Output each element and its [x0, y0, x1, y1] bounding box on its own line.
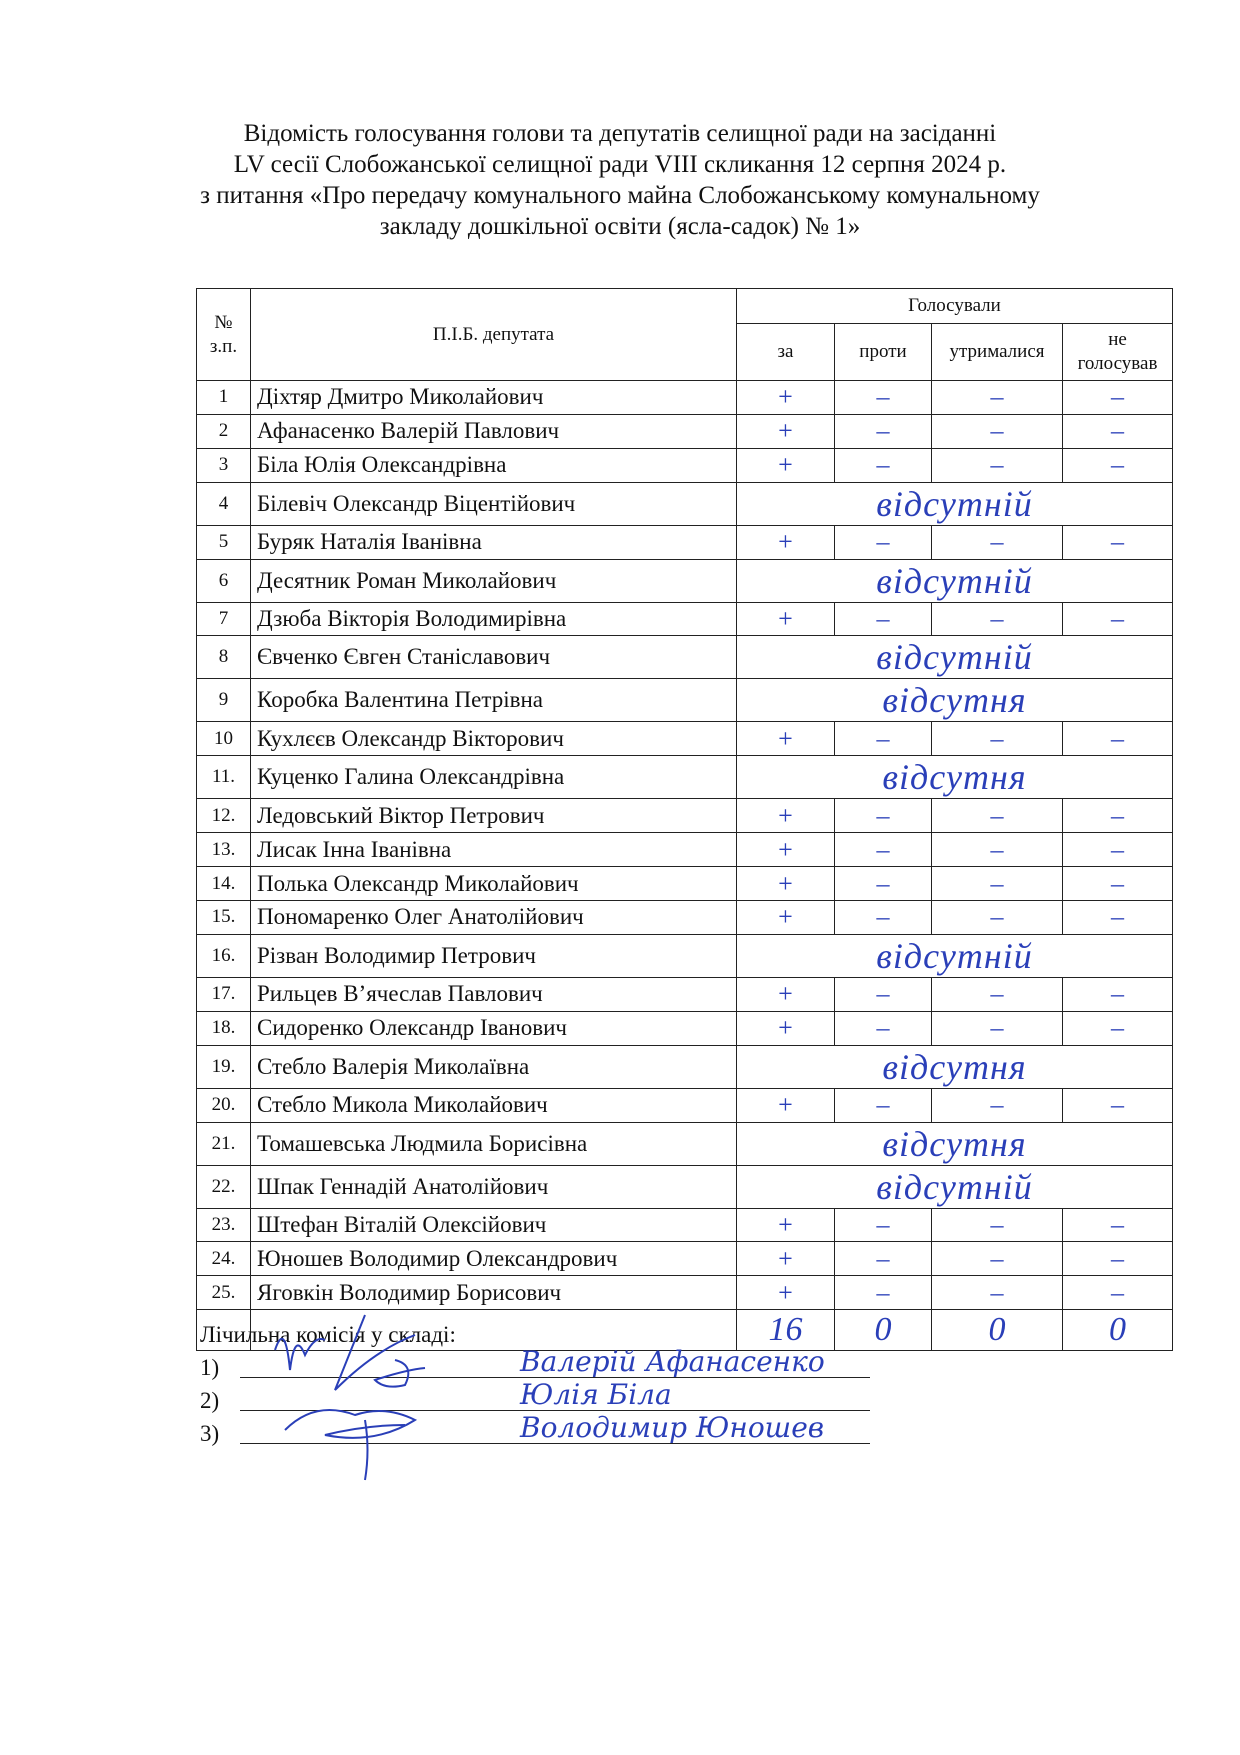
- vote-against: –: [835, 799, 932, 833]
- row-number: 1: [197, 381, 251, 415]
- deputy-name: Яговкін Володимир Борисович: [251, 1276, 737, 1310]
- signature-2: [375, 1360, 425, 1387]
- vote-for: +: [737, 602, 835, 636]
- vote-for: +: [737, 1242, 835, 1276]
- table-row: [197, 1208, 1173, 1242]
- header-not-voted: не голосував: [1063, 324, 1173, 381]
- table-row: [197, 901, 1173, 935]
- row-number: 21.: [197, 1122, 251, 1165]
- row-number: 11.: [197, 756, 251, 799]
- signature-3: [285, 1410, 415, 1438]
- row-number: 20.: [197, 1088, 251, 1122]
- vote-for: +: [737, 1208, 835, 1242]
- header-name: П.І.Б. депутата: [251, 289, 737, 381]
- row-number: 10: [197, 722, 251, 756]
- table-row: [197, 559, 1173, 602]
- vote-for: +: [737, 901, 835, 935]
- deputy-name: Сидоренко Олександр Іванович: [251, 1011, 737, 1045]
- row-number: 23.: [197, 1208, 251, 1242]
- vote-not-voted: –: [1063, 1276, 1173, 1310]
- table-row: [197, 1242, 1173, 1276]
- vote-abstained: –: [932, 381, 1063, 415]
- vote-abstained: –: [932, 1011, 1063, 1045]
- deputy-name: Шпак Геннадій Анатолійович: [251, 1165, 737, 1208]
- deputy-name: Стебло Валерія Миколаївна: [251, 1045, 737, 1088]
- row-number: 19.: [197, 1045, 251, 1088]
- vote-abstained: –: [932, 722, 1063, 756]
- title-line-4: закладу дошкільної освіти (ясла-садок) № 1»: [379, 213, 861, 240]
- vote-against: –: [835, 602, 932, 636]
- row-number: 17.: [197, 977, 251, 1011]
- member-name: Володимир Юношев: [520, 1411, 825, 1444]
- total-abstained: 0: [932, 1310, 1063, 1351]
- vote-abstained: –: [932, 977, 1063, 1011]
- vote-not-voted: –: [1063, 1208, 1173, 1242]
- vote-for: +: [737, 525, 835, 559]
- vote-against: –: [835, 448, 932, 482]
- vote-for: +: [737, 722, 835, 756]
- signature-1-stroke: [335, 1315, 415, 1390]
- vote-abstained: –: [932, 1208, 1063, 1242]
- member-num: 3): [200, 1421, 220, 1446]
- row-number: 9: [197, 679, 251, 722]
- header-num: № з.п.: [197, 289, 251, 381]
- vote-not-voted: –: [1063, 414, 1173, 448]
- table-row: [197, 722, 1173, 756]
- table-row: [197, 636, 1173, 679]
- signature-1: [275, 1339, 325, 1370]
- vote-against: –: [835, 901, 932, 935]
- absent-note: відсутня: [737, 1122, 1173, 1165]
- row-number: 8: [197, 636, 251, 679]
- handwritten-signatures: [255, 1310, 495, 1490]
- deputy-name: Юношев Володимир Олександрович: [251, 1242, 737, 1276]
- deputy-name: Стебло Микола Миколайович: [251, 1088, 737, 1122]
- deputy-name: Томашевська Людмила Борисівна: [251, 1122, 737, 1165]
- vote-not-voted: –: [1063, 722, 1173, 756]
- deputy-name: Різван Володимир Петрович: [251, 934, 737, 977]
- vote-abstained: –: [932, 602, 1063, 636]
- deputy-name: Дзюба Вікторія Володимирівна: [251, 602, 737, 636]
- vote-against: –: [835, 833, 932, 867]
- vote-not-voted: –: [1063, 833, 1173, 867]
- deputy-name: Афанасенко Валерій Павлович: [251, 414, 737, 448]
- absent-note: відсутня: [737, 756, 1173, 799]
- document-title: [120, 118, 1120, 242]
- row-number: 7: [197, 602, 251, 636]
- header-voted: Голосували: [737, 289, 1173, 324]
- header-against: проти: [835, 324, 932, 381]
- total-against: 0: [835, 1310, 932, 1351]
- table-row: [197, 934, 1173, 977]
- vote-against: –: [835, 525, 932, 559]
- table-row: [197, 1165, 1173, 1208]
- absent-note: відсутня: [737, 679, 1173, 722]
- vote-against: –: [835, 381, 932, 415]
- voting-table: [196, 288, 1173, 1351]
- row-number: 16.: [197, 934, 251, 977]
- row-number: 15.: [197, 901, 251, 935]
- table-row: [197, 799, 1173, 833]
- deputy-name: Кухлєєв Олександр Вікторович: [251, 722, 737, 756]
- table-row: [197, 525, 1173, 559]
- deputy-name: Лисак Інна Іванівна: [251, 833, 737, 867]
- vote-abstained: –: [932, 1276, 1063, 1310]
- table-row: [197, 1122, 1173, 1165]
- absent-note: відсутній: [737, 636, 1173, 679]
- vote-abstained: –: [932, 448, 1063, 482]
- table-row: [197, 414, 1173, 448]
- table-row: [197, 977, 1173, 1011]
- vote-against: –: [835, 1011, 932, 1045]
- vote-not-voted: –: [1063, 1242, 1173, 1276]
- vote-for: +: [737, 977, 835, 1011]
- absent-note: відсутній: [737, 482, 1173, 525]
- table-row: [197, 833, 1173, 867]
- vote-not-voted: –: [1063, 448, 1173, 482]
- vote-abstained: –: [932, 414, 1063, 448]
- table-row: [197, 867, 1173, 901]
- table-row: [197, 381, 1173, 415]
- absent-note: відсутній: [737, 559, 1173, 602]
- deputy-name: Ледовський Віктор Петрович: [251, 799, 737, 833]
- vote-abstained: –: [932, 833, 1063, 867]
- deputy-name: Буряк Наталія Іванівна: [251, 525, 737, 559]
- table-row: [197, 1276, 1173, 1310]
- vote-abstained: –: [932, 1242, 1063, 1276]
- vote-not-voted: –: [1063, 1088, 1173, 1122]
- row-number: 22.: [197, 1165, 251, 1208]
- deputy-name: Біла Юлія Олександрівна: [251, 448, 737, 482]
- vote-for: +: [737, 1011, 835, 1045]
- commission-label: Лічильна комісія у складі:: [200, 1322, 456, 1347]
- deputy-name: Полька Олександр Миколайович: [251, 867, 737, 901]
- vote-against: –: [835, 1276, 932, 1310]
- vote-for: +: [737, 799, 835, 833]
- total-for: 16: [737, 1310, 835, 1351]
- vote-for: +: [737, 448, 835, 482]
- vote-against: –: [835, 867, 932, 901]
- vote-not-voted: –: [1063, 977, 1173, 1011]
- table-row: [197, 1011, 1173, 1045]
- vote-against: –: [835, 1088, 932, 1122]
- deputy-name: Куценко Галина Олександрівна: [251, 756, 737, 799]
- absent-note: відсутній: [737, 934, 1173, 977]
- title-line-2: LV сесії Слобожанської селищної ради VIII скликання 12 серпня 2024 р.: [233, 151, 1007, 178]
- member-num: 1): [200, 1355, 220, 1380]
- row-number: 18.: [197, 1011, 251, 1045]
- vote-not-voted: –: [1063, 602, 1173, 636]
- row-number: 12.: [197, 799, 251, 833]
- vote-abstained: –: [932, 525, 1063, 559]
- header-abstained: утрималися: [932, 324, 1063, 381]
- header-for: за: [737, 324, 835, 381]
- vote-abstained: –: [932, 799, 1063, 833]
- row-number: 6: [197, 559, 251, 602]
- vote-for: +: [737, 414, 835, 448]
- absent-note: відсутній: [737, 1165, 1173, 1208]
- vote-against: –: [835, 977, 932, 1011]
- total-not-voted: 0: [1063, 1310, 1173, 1351]
- vote-abstained: –: [932, 867, 1063, 901]
- vote-abstained: –: [932, 901, 1063, 935]
- vote-abstained: –: [932, 1088, 1063, 1122]
- table-row: [197, 756, 1173, 799]
- table-row: [197, 1045, 1173, 1088]
- vote-not-voted: –: [1063, 381, 1173, 415]
- member-name: Юлія Біла: [520, 1378, 672, 1411]
- deputy-name: Штефан Віталій Олексійович: [251, 1208, 737, 1242]
- vote-for: +: [737, 1088, 835, 1122]
- row-number: 14.: [197, 867, 251, 901]
- vote-for: +: [737, 381, 835, 415]
- table-row: [197, 602, 1173, 636]
- vote-not-voted: –: [1063, 1011, 1173, 1045]
- table-row: [197, 1088, 1173, 1122]
- member-num: 2): [200, 1388, 220, 1413]
- member-name: Валерій Афанасенко: [520, 1345, 825, 1378]
- row-number: 4: [197, 482, 251, 525]
- deputy-name: Рильцев В’ячеслав Павлович: [251, 977, 737, 1011]
- deputy-name: Білевіч Олександр Віцентійович: [251, 482, 737, 525]
- vote-for: +: [737, 867, 835, 901]
- table-row: [197, 679, 1173, 722]
- row-number: 13.: [197, 833, 251, 867]
- vote-against: –: [835, 414, 932, 448]
- vote-not-voted: –: [1063, 901, 1173, 935]
- vote-against: –: [835, 1208, 932, 1242]
- signature-3-stroke: [365, 1420, 368, 1480]
- table-row: [197, 448, 1173, 482]
- row-number: 25.: [197, 1276, 251, 1310]
- deputy-name: Діхтяр Дмитро Миколайович: [251, 381, 737, 415]
- vote-not-voted: –: [1063, 867, 1173, 901]
- vote-not-voted: –: [1063, 799, 1173, 833]
- vote-not-voted: –: [1063, 525, 1173, 559]
- vote-for: +: [737, 833, 835, 867]
- table-row: [197, 482, 1173, 525]
- deputy-name: Десятник Роман Миколайович: [251, 559, 737, 602]
- absent-note: відсутня: [737, 1045, 1173, 1088]
- vote-against: –: [835, 1242, 932, 1276]
- title-line-1: Відомість голосування голови та депутатів селищної ради на засіданні: [243, 120, 997, 147]
- deputy-name: Євченко Євген Станіславович: [251, 636, 737, 679]
- row-number: 3: [197, 448, 251, 482]
- deputy-name: Пономаренко Олег Анатолійович: [251, 901, 737, 935]
- title-line-3: з питання «Про передачу комунального майна Слобожанському комунальному: [200, 182, 1040, 209]
- vote-against: –: [835, 722, 932, 756]
- row-number: 5: [197, 525, 251, 559]
- row-number: 2: [197, 414, 251, 448]
- row-number: 24.: [197, 1242, 251, 1276]
- vote-for: +: [737, 1276, 835, 1310]
- deputy-name: Коробка Валентина Петрівна: [251, 679, 737, 722]
